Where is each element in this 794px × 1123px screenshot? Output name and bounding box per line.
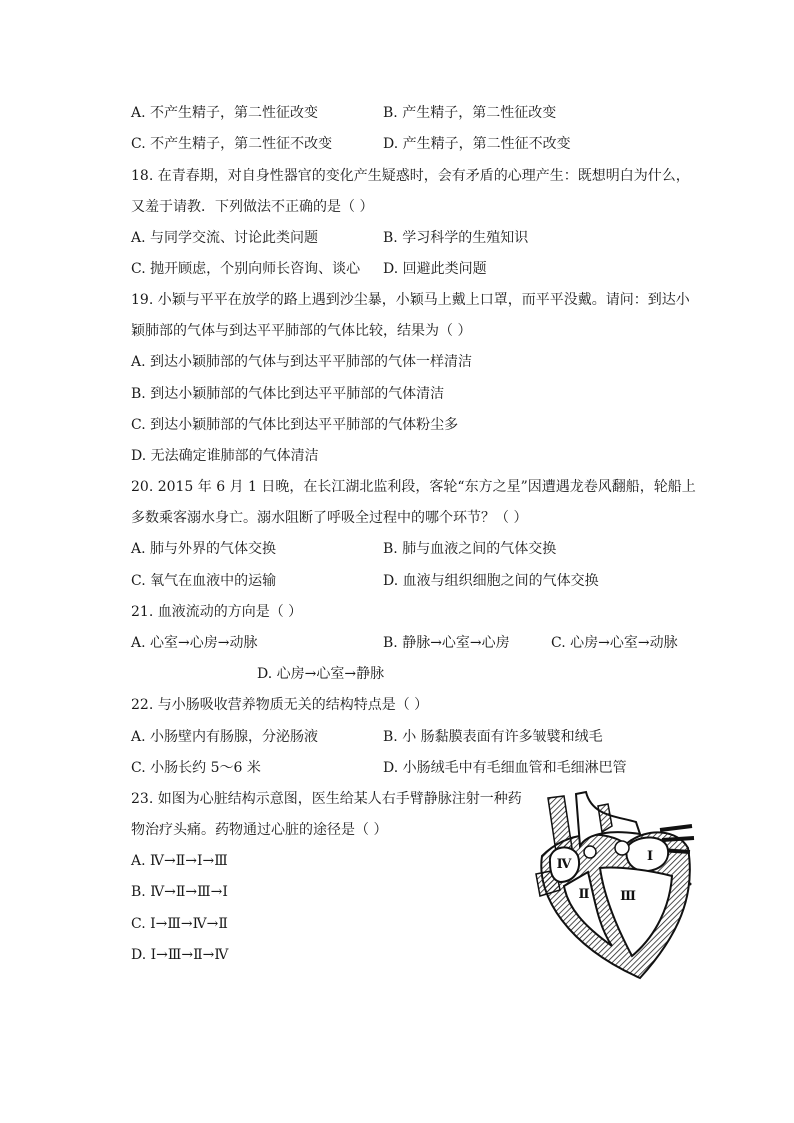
q17-option-c: C. 不产生精子，第二性征不改变	[131, 136, 333, 152]
q22-option-b: B. 小 肠黏膜表面有许多皱襞和绒毛	[383, 729, 603, 745]
q21-option-c: C. 心房→心室→动脉	[551, 635, 678, 651]
q23-stem-line1: 23. 如图为心脏结构示意图，医生给某人右手臂静脉注射一种药	[131, 791, 522, 807]
semilunar-valve	[584, 846, 596, 858]
q23-option-b: B. Ⅳ→Ⅱ→Ⅲ→Ⅰ	[131, 884, 228, 900]
q19-stem-line2: 颖肺部的气体与到达平平肺部的气体比较，结果为（ ）	[131, 323, 472, 339]
q23-option-a: A. Ⅳ→Ⅱ→Ⅰ→Ⅲ	[131, 853, 228, 869]
label-chamber-4: Ⅳ	[556, 857, 572, 872]
q20-option-d: D. 血液与组织细胞之间的气体交换	[383, 573, 599, 589]
q22-option-d: D. 小肠绒毛中有毛细血管和毛细淋巴管	[383, 760, 627, 776]
q21-option-b: B. 静脉→心室→心房	[383, 635, 510, 651]
label-chamber-1: Ⅰ	[646, 849, 654, 864]
q18-option-a: A. 与同学交流、讨论此类问题	[131, 230, 319, 246]
q22-option-a: A. 小肠壁内有肠腺，分泌肠液	[131, 729, 319, 745]
q20-option-b: B. 肺与血液之间的气体交换	[383, 541, 557, 557]
superior-vena-cava	[548, 796, 572, 852]
q17-option-b: B. 产生精子，第二性征改变	[383, 105, 557, 121]
q19-option-d: D. 无法确定谁肺部的气体清洁	[131, 448, 319, 464]
aortic-valve	[615, 841, 629, 855]
q18-stem-line1: 18. 在青春期，对自身性器官的变化产生疑惑时，会有矛盾的心理产生：既想明白为什么，	[131, 168, 690, 184]
dot-mark	[689, 883, 692, 886]
q18-option-c: C. 抛开顾虑，个别向师长咨询、谈心	[131, 261, 361, 277]
q20-stem-line1: 20. 2015 年 6 月 1 日晚，在长江湖北监利段，客轮“东方之星”因遭遇龙卷风翻船，轮船上	[131, 479, 696, 495]
q21-option-d: D. 心房→心室→静脉	[257, 666, 385, 682]
q19-stem-line1: 19. 小颖与平平在放学的路上遇到沙尘暴，小颖马上戴上口罩，而平平没戴。请问：到达小	[131, 292, 690, 308]
q22-option-c: C. 小肠长约 5～6 米	[131, 760, 261, 776]
q20-stem-line2: 多数乘客溺水身亡。溺水阻断了呼吸全过程中的哪个环节？（ ）	[131, 510, 528, 526]
q23-option-c: C. Ⅰ→Ⅲ→Ⅳ→Ⅱ	[131, 916, 228, 932]
label-chamber-3: Ⅲ	[620, 889, 636, 904]
q23-option-d: D. Ⅰ→Ⅲ→Ⅱ→Ⅳ	[131, 947, 229, 963]
q18-option-d: D. 回避此类问题	[383, 261, 487, 277]
q18-stem-line2: 又羞于请教．下列做法不正确的是（ ）	[131, 199, 374, 215]
q23-stem-line2: 物治疗头痛。药物通过心脏的途径是（ ）	[131, 822, 388, 838]
label-chamber-2: Ⅱ	[578, 887, 590, 902]
q21-option-a: A. 心室→心房→动脉	[131, 635, 258, 651]
q21-stem: 21. 血液流动的方向是（ ）	[131, 604, 303, 620]
q17-option-a: A. 不产生精子，第二性征改变	[131, 105, 319, 121]
heart-diagram	[528, 786, 703, 981]
q20-option-c: C. 氧气在血液中的运输	[131, 573, 277, 589]
q19-option-a: A. 到达小颖肺部的气体与到达平平肺部的气体一样清洁	[131, 354, 473, 370]
q22-stem: 22. 与小肠吸收营养物质无关的结构特点是（ ）	[131, 697, 429, 713]
q17-option-d: D. 产生精子，第二性征不改变	[383, 136, 571, 152]
q20-option-a: A. 肺与外界的气体交换	[131, 541, 277, 557]
q19-option-b: B. 到达小颖肺部的气体比到达平平肺部的气体清洁	[131, 386, 445, 402]
q18-option-b: B. 学习科学的生殖知识	[383, 230, 529, 246]
q19-option-c: C. 到达小颖肺部的气体比到达平平肺部的气体粉尘多	[131, 417, 459, 433]
